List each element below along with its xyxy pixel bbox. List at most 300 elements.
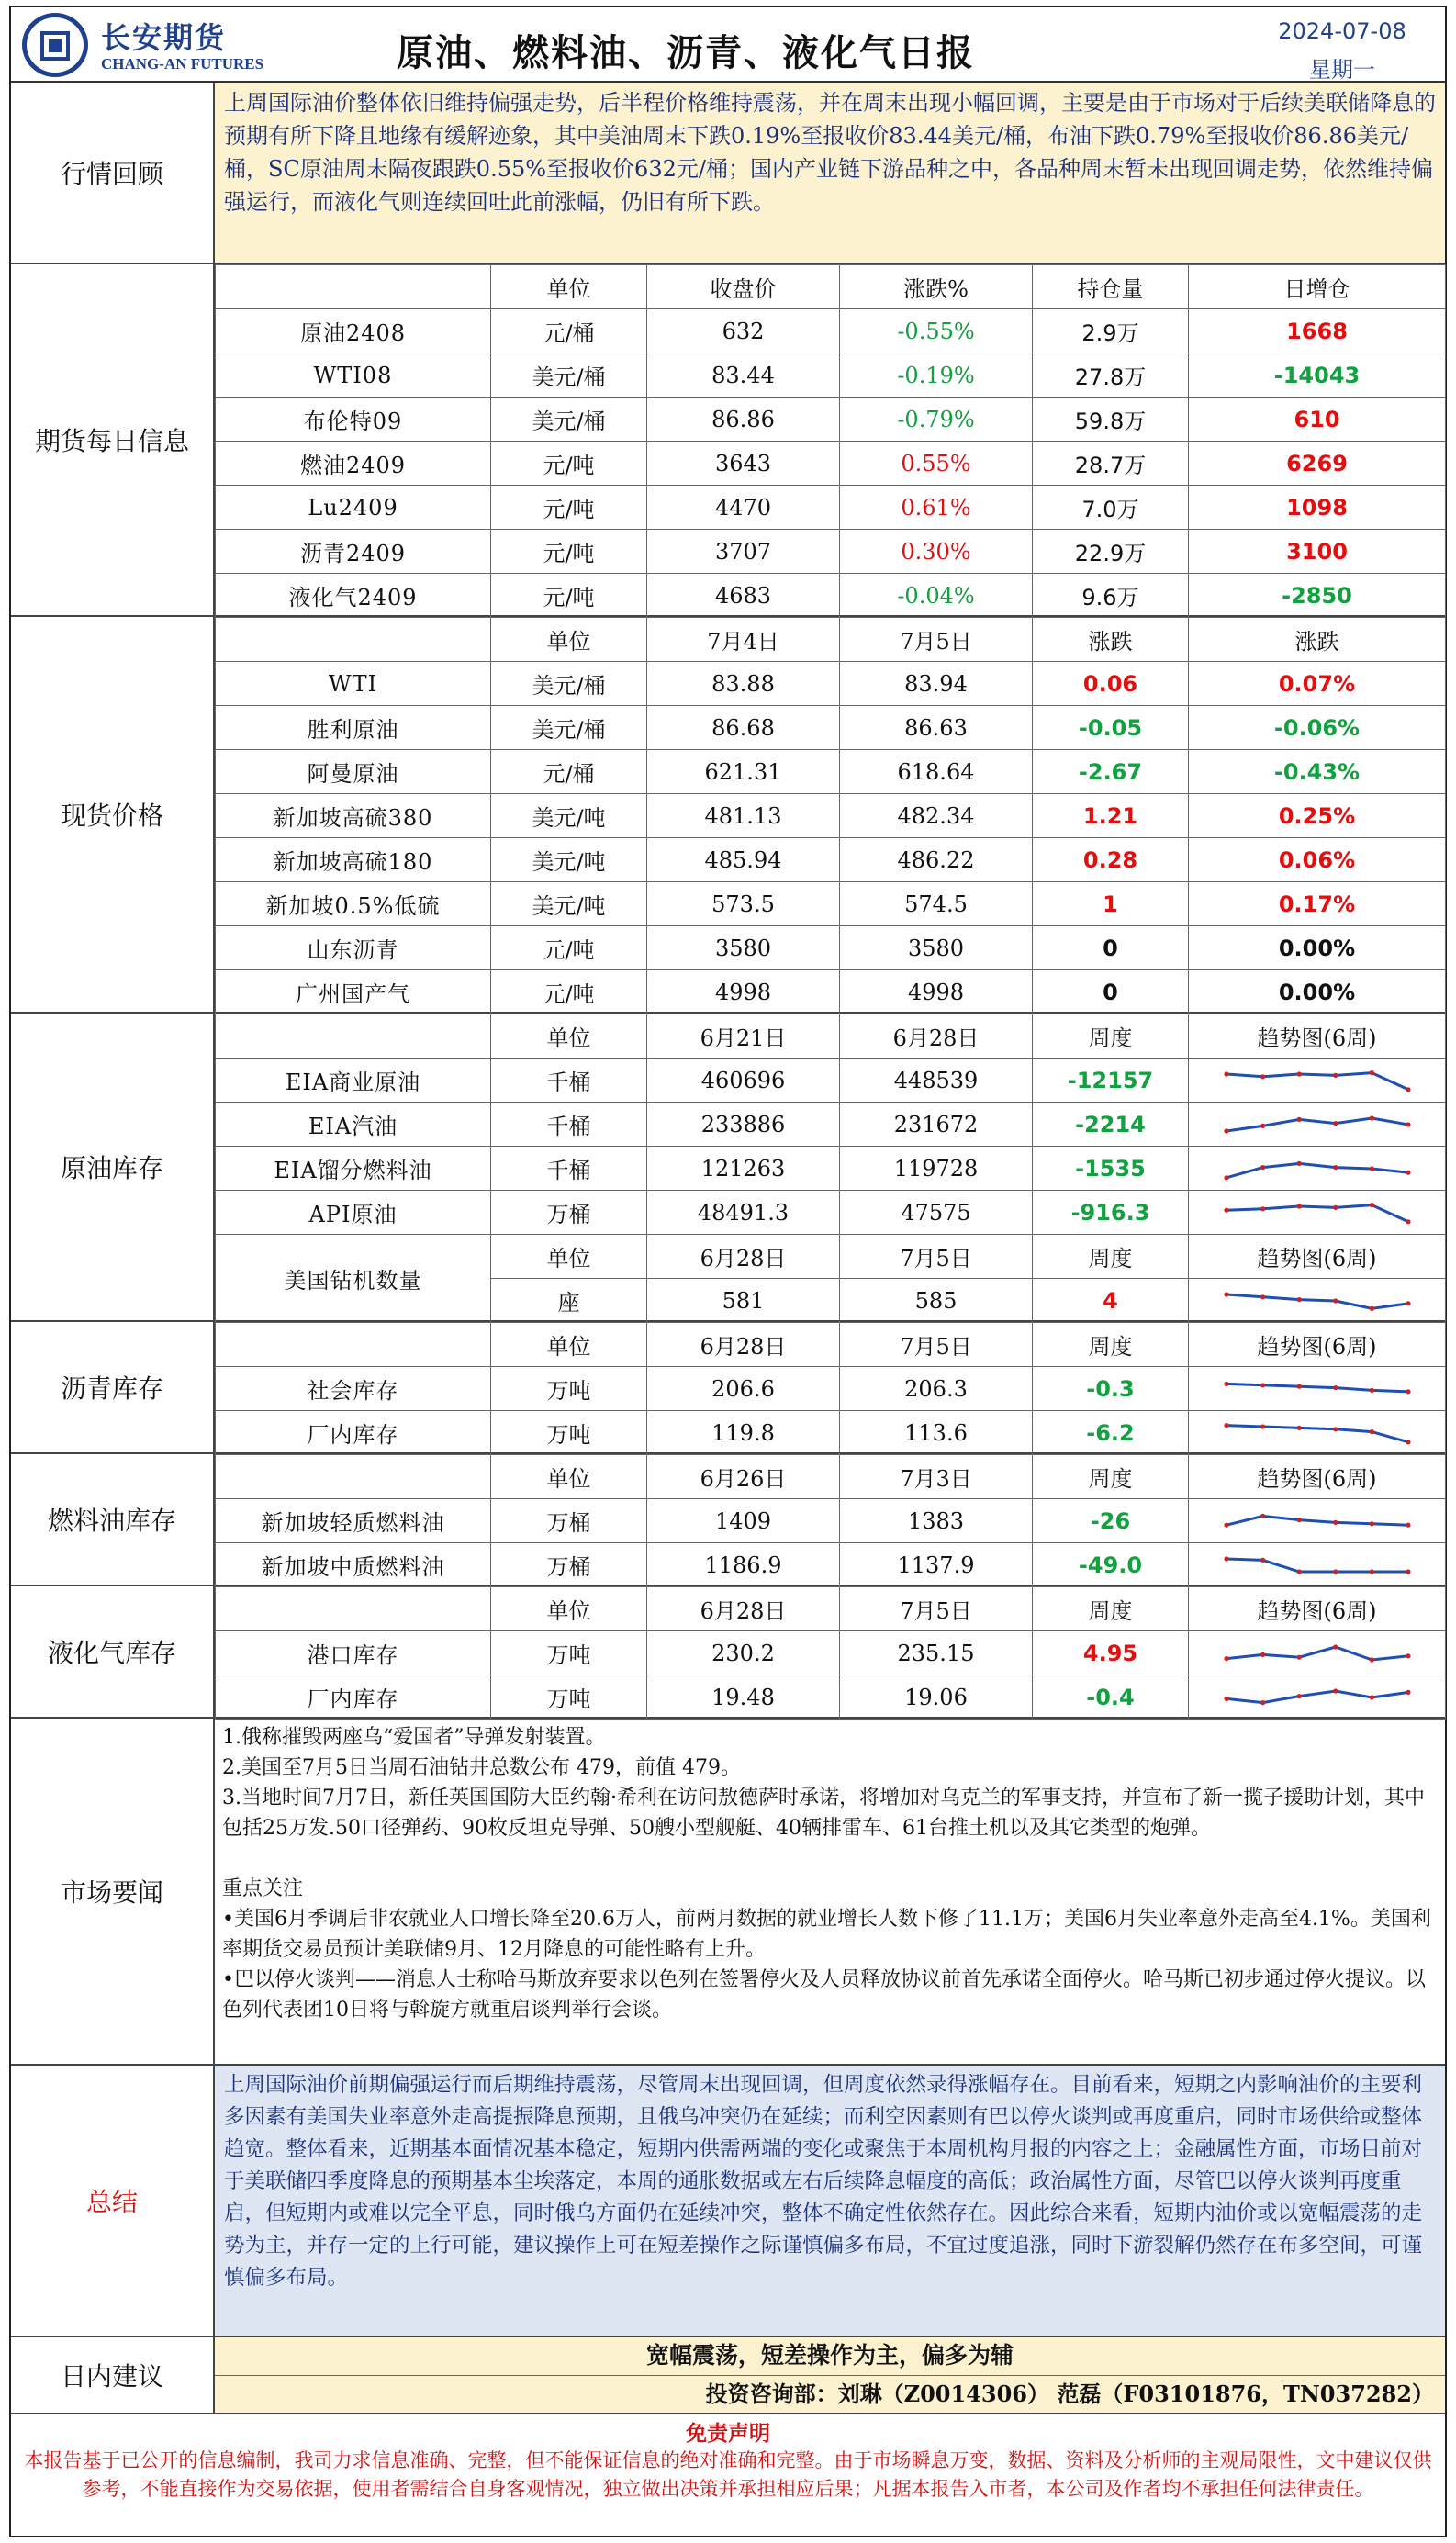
close-price: 83.44 [647, 353, 840, 398]
spot-name: WTI [216, 662, 491, 706]
trend-point [1224, 1175, 1228, 1180]
unit-cell: 元/吨 [491, 486, 647, 530]
table-header-cell: 周度 [1033, 1587, 1189, 1631]
table-header-cell: 日增仓 [1189, 265, 1446, 309]
trend-point [1369, 1657, 1373, 1662]
table-header-cell: 6月28日 [647, 1587, 840, 1631]
open-interest: 2.9万 [1033, 309, 1189, 353]
trend-sparkline [1221, 1550, 1414, 1581]
trend-point [1224, 1522, 1228, 1527]
trend-point [1369, 1070, 1373, 1075]
trend-sparkline [1221, 1285, 1414, 1316]
contract-name: 布伦特09 [216, 398, 491, 442]
table-row [216, 750, 1446, 794]
section-label-summary: 总结 [11, 2066, 215, 2337]
section-label-spot: 现货价格 [11, 617, 215, 1014]
trend-sparkline [1221, 1682, 1414, 1713]
unit-cell: 美元/桶 [491, 662, 647, 706]
summary-text: 上周国际油价前期偏强运行而后期维持震荡，尽管周末出现回调，但周度依然录得涨幅存在。目前看来，短期之内影响油价的主要利多因素有美国失业率意外走高提振降息预期，且俄乌冲突仍在延续；而利空因素则有巴以停火谈判或再度重启，同时市场供给或整体趋宽。整体看来，近期基本面情况基本稳定，短期内供需两端的变化或聚焦于本周机构月报的内容之上；金融属性方面，市场目前对于美联储四季度降息的预期基本尘埃落定，本周的通胀数据或左右后续降息幅度的高低；政治属性方面，尽管巴以停火谈判再度重启，但短期内或难以完全平息，同时俄乌方面仍在延续冲突，整体不确定性依然存在。因此综合来看，短期内油价或以宽幅震荡的走势为主，并存一定的上行可能，建议操作上可在短差操作之际谨慎偏多布局，不宜过度追涨，同时下游裂解仍然存在布多空间，可谨慎偏多布局。 [215, 2066, 1445, 2337]
table-row [216, 442, 1446, 486]
trend-sparkline [1221, 1197, 1414, 1228]
open-interest: 28.7万 [1033, 442, 1189, 486]
lpg-inventory-table [215, 1586, 1446, 1720]
close-price: 4470 [647, 486, 840, 530]
trend-point [1406, 1569, 1410, 1574]
trend-point [1260, 1383, 1265, 1387]
value-prev: 48491.3 [647, 1191, 840, 1235]
change-pct: -0.06% [1189, 706, 1446, 750]
open-interest: 22.9万 [1033, 530, 1189, 574]
table-header-cell: 涨跌 [1033, 618, 1189, 662]
inventory-name: 新加坡轻质燃料油 [216, 1499, 491, 1543]
trend-sparkline [1221, 1153, 1414, 1184]
trend-point [1333, 1569, 1338, 1574]
asphalt-inventory-table [215, 1322, 1446, 1455]
table-header-cell: 7月5日 [840, 1587, 1033, 1631]
change-abs: 1.21 [1033, 794, 1189, 838]
weekly-change: -2214 [1033, 1103, 1189, 1147]
price-curr: 86.63 [840, 706, 1033, 750]
trend-point [1406, 1301, 1410, 1305]
trend-point [1260, 1652, 1265, 1656]
review-text: 上周国际油价整体依旧维持偏强走势，后半程价格维持震荡，并在周末出现小幅回调，主要是由于市场对于后续美联储降息的预期有所下降且地缘有缓解迹象，其中美油周末下跌0.19%至报收价83.44美元/桶，布油下跌0.79%至报收价86.86美元/桶，SC原油周末隔夜跟跌0.55%至报收价632元/桶；国内产业链下游品种之中，各品种周末暂未出现回调走势，依然维持偏强运行，而液化气则连续回吐此前涨幅，仍旧有所下跌。 [215, 83, 1445, 264]
table-header-cell: 趋势图(6周) [1189, 1323, 1446, 1367]
table-row [216, 530, 1446, 574]
report-header [11, 7, 1445, 83]
trend-point [1406, 1170, 1410, 1174]
trend-point [1369, 1569, 1373, 1574]
price-prev: 481.13 [647, 794, 840, 838]
value-curr: 206.3 [840, 1367, 1033, 1411]
table-header-cell: 周度 [1033, 1455, 1189, 1499]
table-row [216, 353, 1446, 398]
value-prev: 119.8 [647, 1411, 840, 1455]
section-label-crude-inventory: 原油库存 [11, 1014, 215, 1322]
trend-point [1260, 1513, 1265, 1518]
consultants-box [215, 2376, 1445, 2414]
news-item: 2.美国至7月5日当周石油钻井总数公布 479，前值 479。 [222, 1756, 741, 1779]
value-curr: 1383 [840, 1499, 1033, 1543]
weekly-change: -0.4 [1033, 1675, 1189, 1720]
change-abs: 0 [1033, 926, 1189, 970]
trend-point [1224, 1292, 1228, 1296]
table-header-row [216, 618, 1446, 662]
section-label-news: 市场要闻 [11, 1719, 215, 2066]
table-header-cell: 周度 [1033, 1014, 1189, 1059]
table-row [216, 838, 1446, 882]
trend-line [1226, 1294, 1408, 1308]
price-prev: 3580 [647, 926, 840, 970]
trend-point [1224, 1381, 1228, 1385]
trend-cell [1189, 1631, 1446, 1675]
section-label-fuel-inventory: 燃料油库存 [11, 1454, 215, 1586]
table-header-cell: 6月26日 [647, 1455, 840, 1499]
value-prev: 1186.9 [647, 1543, 840, 1587]
report-date: 2024-07-08 [1278, 18, 1406, 44]
table-header-cell: 单位 [491, 1235, 647, 1279]
trend-point [1369, 1695, 1373, 1699]
trend-point [1333, 1298, 1338, 1303]
trend-point [1296, 1160, 1301, 1165]
price-curr: 618.64 [840, 750, 1033, 794]
value-curr: 1137.9 [840, 1543, 1033, 1587]
table-header-cell [216, 1014, 491, 1059]
trend-line [1226, 1384, 1408, 1391]
contract-name: 燃油2409 [216, 442, 491, 486]
change-pct: -0.04% [840, 574, 1033, 618]
unit-cell: 万吨 [491, 1411, 647, 1455]
report-title: 原油、燃料油、沥青、液化气日报 [397, 32, 975, 74]
table-header-cell [216, 1587, 491, 1631]
oi-change: -2850 [1189, 574, 1446, 618]
consultants: 投资咨询部：刘琳（Z0014306） 范磊（F03101876，TN037282） [705, 2381, 1434, 2407]
unit-cell: 万吨 [491, 1675, 647, 1720]
table-header-cell: 单位 [491, 1014, 647, 1059]
news-box [215, 1719, 1445, 2066]
value-prev: 121263 [647, 1147, 840, 1191]
weekly-change: -6.2 [1033, 1411, 1189, 1455]
trend-point [1406, 1087, 1410, 1092]
value-curr: 448539 [840, 1059, 1033, 1103]
crude-inventory-table [215, 1014, 1446, 1323]
trend-point [1296, 1569, 1301, 1574]
table-row [216, 1367, 1446, 1411]
table-header-cell: 涨跌 [1189, 618, 1446, 662]
trend-point [1224, 1423, 1228, 1428]
table-header-cell: 涨跌% [840, 265, 1033, 309]
change-pct: -0.79% [840, 398, 1033, 442]
trend-sparkline [1221, 1506, 1414, 1537]
trend-line [1226, 1204, 1408, 1221]
trend-line [1226, 1425, 1408, 1441]
contract-name: WTI08 [216, 353, 491, 398]
unit-cell: 万吨 [491, 1631, 647, 1675]
trend-point [1296, 1425, 1301, 1429]
table-header-cell: 单位 [491, 1323, 647, 1367]
unit-cell: 万桶 [491, 1191, 647, 1235]
value-prev: 230.2 [647, 1631, 840, 1675]
table-header-cell: 收盘价 [647, 265, 840, 309]
unit-cell: 美元/吨 [491, 882, 647, 926]
futures-table [215, 264, 1446, 618]
section-label-lpg-inventory: 液化气库存 [11, 1586, 215, 1719]
table-row [216, 1059, 1446, 1103]
trend-line [1226, 1647, 1408, 1660]
focus-title: 重点关注 [222, 1877, 304, 1900]
trend-cell [1189, 1103, 1446, 1147]
weekly-change: 4 [1033, 1279, 1189, 1323]
table-row [216, 1543, 1446, 1587]
trend-point [1296, 1071, 1301, 1076]
price-curr: 3580 [840, 926, 1033, 970]
disclaimer-title: 免责声明 [686, 2421, 770, 2446]
unit-cell: 千桶 [491, 1147, 647, 1191]
unit-cell: 千桶 [491, 1059, 647, 1103]
focus-item: •美国6月季调后非农就业人口增长降至20.6万人，前两月数据的就业增长人数下修了11.1万；美国6月失业率意外走高至4.1%。美国利率期货交易员预计美联储9月、12月降息的可能性略有上升。 [222, 1908, 1431, 1961]
table-header-row [216, 1587, 1446, 1631]
price-curr: 4998 [840, 970, 1033, 1014]
value-curr: 113.6 [840, 1411, 1033, 1455]
open-interest: 9.6万 [1033, 574, 1189, 618]
change-pct: 0.06% [1189, 838, 1446, 882]
table-header-cell: 周度 [1033, 1235, 1189, 1279]
close-price: 3707 [647, 530, 840, 574]
trend-point [1224, 1556, 1228, 1561]
contract-name: 沥青2409 [216, 530, 491, 574]
table-header-cell: 6月28日 [647, 1235, 840, 1279]
unit-cell: 万桶 [491, 1499, 647, 1543]
oi-change: 1098 [1189, 486, 1446, 530]
trend-line [1226, 1163, 1408, 1177]
table-header-cell: 周度 [1033, 1323, 1189, 1367]
trend-point [1333, 1072, 1338, 1077]
table-header-row [216, 265, 1446, 309]
table-row [216, 926, 1446, 970]
trend-line [1226, 1691, 1408, 1703]
rig-header-row [216, 1235, 1446, 1279]
price-prev: 621.31 [647, 750, 840, 794]
trend-cell [1189, 1411, 1446, 1455]
table-header-cell [216, 1455, 491, 1499]
price-prev: 573.5 [647, 882, 840, 926]
brand-name-en: CHANG-AN FUTURES [101, 55, 264, 73]
value-curr: 231672 [840, 1103, 1033, 1147]
news-item: 3.当地时间7月7日，新任英国国防大臣约翰·希利在访问敖德萨时承诺，将增加对乌克兰的军事支持，并宣布了新一揽子援助计划，其中包括25万发.50口径弹药、90枚反坦克导弹、50艘小型舰艇、40辆排雷车、61台推土机以及其它类型的炮弹。 [222, 1787, 1425, 1840]
value-curr: 235.15 [840, 1631, 1033, 1675]
trend-point [1406, 1689, 1410, 1694]
weekly-change: -1535 [1033, 1147, 1189, 1191]
contract-name: Lu2409 [216, 486, 491, 530]
unit-cell: 元/吨 [491, 530, 647, 574]
trend-point [1260, 1294, 1265, 1299]
table-header-cell: 6月28日 [840, 1014, 1033, 1059]
table-header-cell: 7月5日 [840, 618, 1033, 662]
trend-point [1296, 1204, 1301, 1208]
spot-name: 山东沥青 [216, 926, 491, 970]
unit-cell: 美元/吨 [491, 794, 647, 838]
change-abs: -0.05 [1033, 706, 1189, 750]
value-prev: 233886 [647, 1103, 840, 1147]
inventory-name: 厂内库存 [216, 1411, 491, 1455]
rig-count-name: 美国钻机数量 [216, 1235, 491, 1323]
price-curr: 482.34 [840, 794, 1033, 838]
value-prev: 460696 [647, 1059, 840, 1103]
table-header-row [216, 1323, 1446, 1367]
table-row [216, 486, 1446, 530]
inventory-name: 新加坡中质燃料油 [216, 1543, 491, 1587]
table-row [216, 662, 1446, 706]
lpg-inventory-container [215, 1586, 1445, 1719]
open-interest: 7.0万 [1033, 486, 1189, 530]
weekly-change: -49.0 [1033, 1543, 1189, 1587]
trend-point [1260, 1700, 1265, 1705]
trend-point [1369, 1521, 1373, 1526]
trend-point [1260, 1557, 1265, 1562]
trend-point [1260, 1424, 1265, 1428]
trend-point [1333, 1644, 1338, 1649]
trend-cell [1189, 1675, 1446, 1720]
trend-point [1333, 1165, 1338, 1170]
unit-cell: 万吨 [491, 1367, 647, 1411]
table-row [216, 794, 1446, 838]
table-header-cell: 单位 [491, 1587, 647, 1631]
value-curr: 19.06 [840, 1675, 1033, 1720]
table-header-cell: 单位 [491, 618, 647, 662]
inventory-name: 社会库存 [216, 1367, 491, 1411]
table-header-cell: 趋势图(6周) [1189, 1587, 1446, 1631]
weekly-change: -916.3 [1033, 1191, 1189, 1235]
table-row [216, 309, 1446, 353]
disclaimer-text: 本报告基于已公开的信息编制，我司力求信息准确、完整，但不能保证信息的绝对准确和完整。由于市场瞬息万变，数据、资料及分析师的主观局限性，文中建议仅供参考，不能直接作为交易依据，使用者需结合自身客观情况，独立做出决策并承担相应后果；凡据本报告入市者，本公司及作者均不承担任何法律责任。 [24, 2449, 1432, 2500]
trend-point [1333, 1519, 1338, 1524]
contract-name: 原油2408 [216, 309, 491, 353]
inventory-name: API原油 [216, 1191, 491, 1235]
change-pct: 0.00% [1189, 926, 1446, 970]
trend-point [1369, 1203, 1373, 1207]
trend-sparkline [1221, 1638, 1414, 1669]
change-pct: 0.00% [1189, 970, 1446, 1014]
table-row [216, 1191, 1446, 1235]
change-abs: 0.28 [1033, 838, 1189, 882]
table-header-cell: 7月4日 [647, 618, 840, 662]
report-weekday: 星期一 [1309, 57, 1375, 83]
trend-point [1224, 1071, 1228, 1076]
trend-point [1296, 1116, 1301, 1121]
trend-line [1226, 1072, 1408, 1089]
inventory-name: 厂内库存 [216, 1675, 491, 1720]
close-price: 632 [647, 309, 840, 353]
table-row [216, 1103, 1446, 1147]
intraday-advice: 宽幅震荡，短差操作为主，偏多为辅 [645, 2342, 1014, 2369]
close-price: 86.86 [647, 398, 840, 442]
trend-point [1333, 1204, 1338, 1209]
trend-point [1369, 1305, 1373, 1310]
change-pct: 0.17% [1189, 882, 1446, 926]
table-row [216, 1147, 1446, 1191]
section-label-futures: 期货每日信息 [11, 264, 215, 617]
change-abs: 0.06 [1033, 662, 1189, 706]
section-label-intraday: 日内建议 [11, 2337, 215, 2414]
spot-name: 新加坡高硫180 [216, 838, 491, 882]
table-header-cell [216, 1323, 491, 1367]
fuel-inventory-container [215, 1454, 1445, 1586]
trend-cell [1189, 1279, 1446, 1323]
table-header-cell: 7月5日 [840, 1323, 1033, 1367]
spot-name: 新加坡0.5%低硫 [216, 882, 491, 926]
trend-point [1224, 1696, 1228, 1700]
trend-point [1406, 1219, 1410, 1224]
oi-change: 1668 [1189, 309, 1446, 353]
table-header-row [216, 1014, 1446, 1059]
trend-point [1369, 1387, 1373, 1392]
weekly-change: -26 [1033, 1499, 1189, 1543]
value-curr: 119728 [840, 1147, 1033, 1191]
trend-point [1369, 1429, 1373, 1434]
disclaimer-box [11, 2414, 1445, 2536]
table-header-cell: 趋势图(6周) [1189, 1235, 1446, 1279]
trend-cell [1189, 1059, 1446, 1103]
price-curr: 83.94 [840, 662, 1033, 706]
inventory-name: EIA商业原油 [216, 1059, 491, 1103]
section-label-review: 行情回顾 [11, 83, 215, 264]
trend-point [1260, 1206, 1265, 1211]
change-pct: 0.30% [840, 530, 1033, 574]
unit-cell: 美元/桶 [491, 398, 647, 442]
crude-inventory-container [215, 1014, 1445, 1322]
table-row [216, 1411, 1446, 1455]
unit-cell: 万桶 [491, 1543, 647, 1587]
oi-change: 6269 [1189, 442, 1446, 486]
table-header-cell: 6月21日 [647, 1014, 840, 1059]
trend-point [1406, 1389, 1410, 1394]
value-prev: 581 [647, 1279, 840, 1323]
value-curr: 585 [840, 1279, 1033, 1323]
unit-cell: 元/吨 [491, 970, 647, 1014]
table-header-cell: 持仓量 [1033, 265, 1189, 309]
table-row [216, 970, 1446, 1014]
trend-line [1226, 1559, 1408, 1572]
value-prev: 1409 [647, 1499, 840, 1543]
section-label-asphalt-inventory: 沥青库存 [11, 1322, 215, 1454]
trend-point [1333, 1121, 1338, 1126]
price-prev: 485.94 [647, 838, 840, 882]
table-row [216, 1675, 1446, 1720]
trend-point [1296, 1654, 1301, 1659]
price-curr: 486.22 [840, 838, 1033, 882]
trend-point [1260, 1165, 1265, 1170]
trend-point [1406, 1522, 1410, 1527]
spot-name: 胜利原油 [216, 706, 491, 750]
change-pct: -0.55% [840, 309, 1033, 353]
change-pct: 0.61% [840, 486, 1033, 530]
unit-cell: 美元/吨 [491, 838, 647, 882]
open-interest: 59.8万 [1033, 398, 1189, 442]
table-header-row [216, 1455, 1446, 1499]
trend-point [1406, 1440, 1410, 1444]
open-interest: 27.8万 [1033, 353, 1189, 398]
trend-cell [1189, 1543, 1446, 1587]
unit-cell: 元/桶 [491, 750, 647, 794]
trend-cell [1189, 1499, 1446, 1543]
oi-change: -14043 [1189, 353, 1446, 398]
spot-name: 阿曼原油 [216, 750, 491, 794]
trend-sparkline [1221, 1373, 1414, 1405]
trend-point [1296, 1518, 1301, 1522]
trend-cell [1189, 1147, 1446, 1191]
contract-name: 液化气2409 [216, 574, 491, 618]
futures-table-container [215, 264, 1445, 617]
table-header-cell: 趋势图(6周) [1189, 1455, 1446, 1499]
trend-sparkline [1221, 1109, 1414, 1140]
price-prev: 4998 [647, 970, 840, 1014]
weekly-change: 4.95 [1033, 1631, 1189, 1675]
trend-point [1333, 1688, 1338, 1693]
brand-name-cn: 长安期货 [101, 20, 227, 55]
weekly-change: -12157 [1033, 1059, 1189, 1103]
trend-line [1226, 1118, 1408, 1131]
unit-cell: 元/吨 [491, 926, 647, 970]
unit-cell: 元/吨 [491, 574, 647, 618]
trend-point [1224, 1656, 1228, 1661]
unit-cell: 美元/桶 [491, 353, 647, 398]
trend-point [1296, 1694, 1301, 1698]
trend-point [1260, 1074, 1265, 1079]
change-pct: 0.55% [840, 442, 1033, 486]
trend-point [1333, 1427, 1338, 1431]
trend-point [1406, 1653, 1410, 1658]
trend-point [1260, 1123, 1265, 1127]
inventory-name: 港口库存 [216, 1631, 491, 1675]
